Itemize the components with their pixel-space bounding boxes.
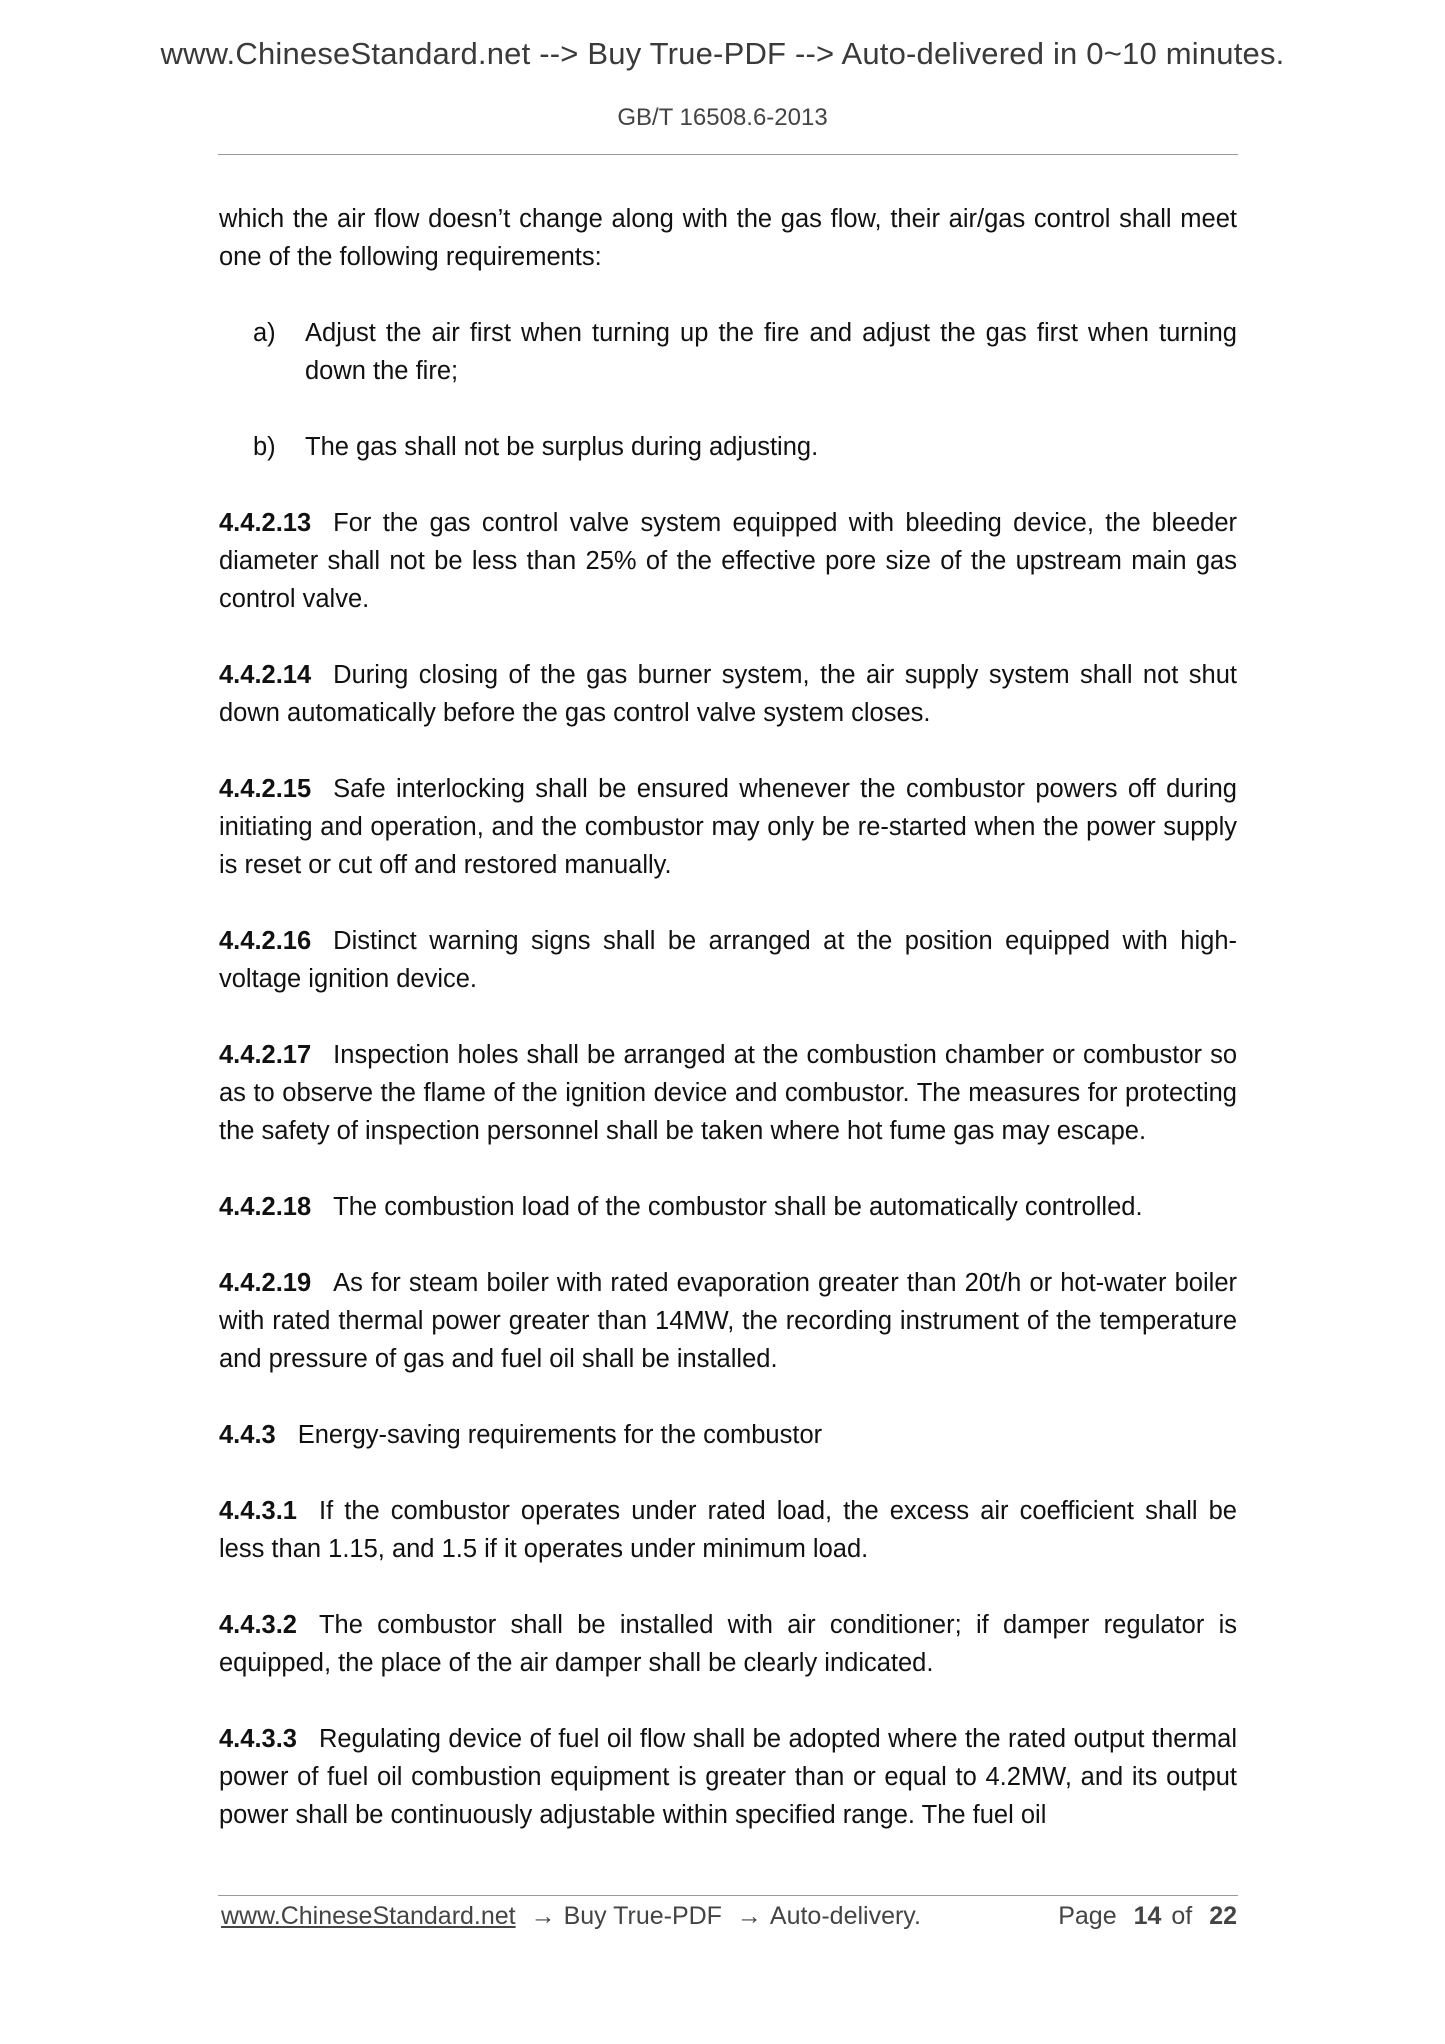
footer-delivery-text: Auto-delivery. [769, 1902, 921, 1930]
section-heading-text: Energy-saving requirements for the combustor [297, 1421, 823, 1449]
clause-4-4-3-3 [219, 1720, 1237, 1834]
page-indicator [1058, 1902, 1237, 1931]
clause-number: 4.4.3.2 [219, 1611, 297, 1639]
list-marker: b) [253, 433, 276, 461]
clause-number: 4.4.2.17 [219, 1041, 312, 1069]
page-footer [221, 1902, 1237, 1931]
clause-text: The combustion load of the combustor shall be automatically controlled. [333, 1193, 1143, 1221]
clause-number: 4.4.2.18 [219, 1193, 312, 1221]
footer-buy-text: Buy True-PDF [563, 1902, 722, 1930]
clause-4-4-2-14 [219, 656, 1237, 732]
document-body [219, 200, 1237, 1834]
section-heading-4-4-3 [219, 1416, 1237, 1454]
clause-4-4-2-18 [219, 1188, 1237, 1226]
list-item-a [219, 314, 1237, 390]
page-label: Page [1058, 1902, 1117, 1930]
footer-site-link[interactable]: www.ChineseStandard.net [221, 1902, 516, 1930]
clause-4-4-2-13 [219, 504, 1237, 618]
footer-divider [218, 1895, 1238, 1896]
arrow-right-icon: → [736, 1902, 762, 1930]
clause-text: Distinct warning signs shall be arranged at the position equipped with high-voltage ignition device. [219, 927, 1237, 993]
clause-text: If the combustor operates under rated load, the excess air coefficient shall be less than 1.15, and 1.5 if it operates under minimum load. [219, 1497, 1237, 1563]
clause-4-4-2-17 [219, 1036, 1237, 1150]
page-current: 14 [1133, 1902, 1162, 1930]
clause-4-4-2-15 [219, 770, 1237, 884]
clause-number: 4.4.2.13 [219, 509, 312, 537]
footer-promo [221, 1902, 921, 1931]
site-banner: www.ChineseStandard.net --> Buy True-PDF --> Auto-delivered in 0~10 minutes. [160, 36, 1285, 71]
page-of-label: of [1171, 1902, 1193, 1930]
page-total: 22 [1209, 1902, 1237, 1930]
clause-number: 4.4.2.19 [219, 1269, 312, 1297]
clause-4-4-3-1 [219, 1492, 1237, 1568]
clause-4-4-3-2 [219, 1606, 1237, 1682]
clause-text: During closing of the gas burner system, the air supply system shall not shut down automatically before the gas control valve system closes. [219, 661, 1237, 727]
arrow-right-icon: → [530, 1902, 556, 1930]
clause-text: For the gas control valve system equipped with bleeding device, the bleeder diameter shall not be less than 25% of the effective pore size of the upstream main gas control valve. [219, 509, 1237, 613]
clause-text: Regulating device of fuel oil flow shall be adopted where the rated output thermal power of fuel oil combustion equipment is greater than or equal to 4.2MW, and its output power shall be continuously adjustable within specified range. The fuel oil [219, 1725, 1237, 1829]
list-marker: a) [253, 319, 276, 347]
intro-paragraph: which the air flow doesn’t change along with the gas flow, their air/gas control shall meet one of the following requirements: [219, 205, 1237, 271]
clause-number: 4.4.3.3 [219, 1725, 297, 1753]
clause-number: 4.4.3.1 [219, 1497, 297, 1525]
standard-code-header: GB/T 16508.6-2013 [617, 104, 828, 131]
clause-text: Inspection holes shall be arranged at the combustion chamber or combustor so as to observe the flame of the ignition device and combustor. The measures for protecting the safety of inspection personnel shall be taken where hot fume gas may escape. [219, 1041, 1237, 1145]
clause-text: The combustor shall be installed with air conditioner; if damper regulator is equipped, the place of the air damper shall be clearly indicated. [219, 1611, 1237, 1677]
clause-number: 4.4.2.16 [219, 927, 312, 955]
clause-number: 4.4.3 [219, 1421, 276, 1449]
list-text: Adjust the air first when turning up the fire and adjust the gas first when turning down the fire; [305, 319, 1237, 385]
clause-number: 4.4.2.14 [219, 661, 312, 689]
list-text: The gas shall not be surplus during adjusting. [305, 433, 819, 461]
header-divider [218, 154, 1238, 155]
list-item-b [219, 428, 1237, 466]
clause-4-4-2-19 [219, 1264, 1237, 1378]
clause-text: Safe interlocking shall be ensured whenever the combustor powers off during initiating and operation, and the combustor may only be re-started when the power supply is reset or cut off and restored manually. [219, 775, 1237, 879]
clause-4-4-2-16 [219, 922, 1237, 998]
clause-number: 4.4.2.15 [219, 775, 312, 803]
clause-text: As for steam boiler with rated evaporation greater than 20t/h or hot-water boiler with rated thermal power greater than 14MW, the recording instrument of the temperature and pressure of gas and fuel oil shall be installed. [219, 1269, 1237, 1373]
